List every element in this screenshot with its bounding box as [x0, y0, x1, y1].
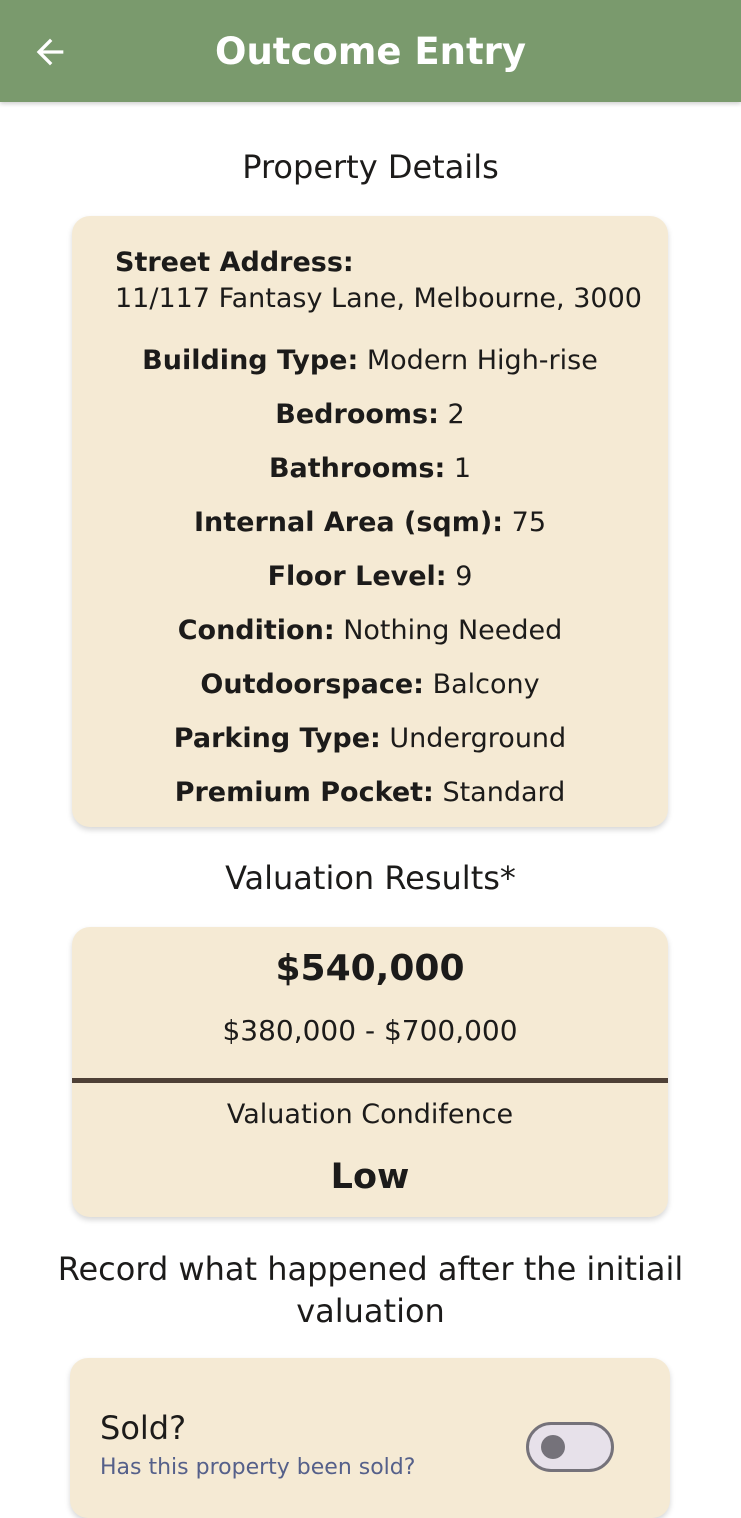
- app-bar: [0, 0, 741, 102]
- detail-parking-type: [72, 722, 668, 756]
- detail-internal-area: [72, 506, 668, 540]
- sold-toggle[interactable]: [526, 1422, 614, 1472]
- sold-card: [70, 1358, 670, 1518]
- detail-label: Floor Level:: [267, 561, 447, 592]
- detail-value: 2: [447, 399, 465, 430]
- valuation-amount: $540,000: [275, 948, 465, 989]
- outcome-heading: Record what happened after the initiail valuation: [57, 1250, 684, 1330]
- valuation-range: $380,000 - $700,000: [222, 1014, 518, 1047]
- detail-label: Bedrooms:: [275, 399, 439, 430]
- detail-value: Balcony: [432, 669, 540, 700]
- valuation-results-heading: Valuation Results*: [225, 859, 516, 897]
- detail-value: 1: [453, 453, 472, 484]
- detail-label: Bathrooms:: [268, 453, 446, 484]
- detail-building-type: [72, 344, 668, 378]
- detail-bathrooms: [72, 452, 668, 486]
- street-address-label: Street Address:: [115, 247, 354, 278]
- valuation-confidence-value: Low: [330, 1157, 410, 1197]
- detail-label: Parking Type:: [173, 723, 381, 754]
- detail-value: Standard: [442, 777, 566, 808]
- detail-label: Outdoorspace:: [200, 669, 424, 700]
- detail-condition: [72, 614, 668, 648]
- detail-premium-pocket: [72, 776, 668, 810]
- detail-outdoorspace: [72, 668, 668, 702]
- sold-subtitle: Has this property been sold?: [100, 1455, 416, 1480]
- detail-value: Modern High-rise: [366, 345, 598, 376]
- detail-label: Building Type:: [142, 345, 359, 376]
- detail-label: Premium Pocket:: [174, 777, 434, 808]
- detail-label: Condition:: [177, 615, 335, 646]
- page-title: Outcome Entry: [214, 30, 527, 73]
- property-details-card: [72, 216, 668, 827]
- detail-label: Internal Area (sqm):: [193, 507, 504, 538]
- sold-label: Sold?: [100, 1409, 187, 1447]
- street-address-value: 11/117 Fantasy Lane, Melbourne, 3000: [115, 283, 642, 314]
- valuation-divider: [72, 1078, 668, 1083]
- detail-value: Nothing Needed: [343, 615, 563, 646]
- detail-value: 75: [511, 507, 546, 538]
- detail-bedrooms: [72, 398, 668, 432]
- detail-value: Underground: [389, 723, 567, 754]
- detail-value: 9: [455, 561, 473, 592]
- valuation-card: [72, 927, 668, 1217]
- toggle-knob: [541, 1435, 565, 1459]
- valuation-confidence-label: Valuation Condifence: [226, 1099, 514, 1130]
- property-details-heading: Property Details: [242, 148, 499, 186]
- detail-floor-level: [72, 560, 668, 594]
